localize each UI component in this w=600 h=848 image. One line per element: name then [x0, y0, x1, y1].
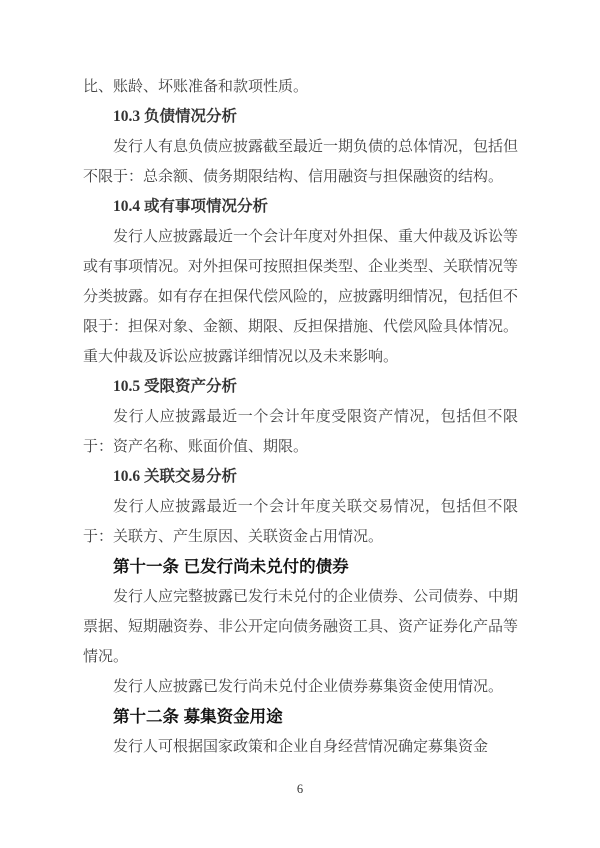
section-heading-10-6: 10.6 关联交易分析: [113, 468, 238, 485]
paragraph-liabilities: 发行人有息负债应披露截至最近一期负债的总体情况，包括但不限于：总余额、债务期限结构、信用融资与担保融资的结构。: [83, 139, 519, 185]
article-heading-12: 第十二条 募集资金用途: [113, 708, 283, 726]
page-content: [83, 72, 518, 762]
paragraph-fund-purpose: 发行人可根据国家政策和企业自身经营情况确定募集资金: [113, 739, 489, 755]
paragraph-restricted-assets: 发行人应披露最近一个会计年度受限资产情况，包括但不限于：资产名称、账面价值、期限。: [83, 409, 518, 455]
paragraph-outstanding-bonds: 发行人应完整披露已发行未兑付的企业债券、公司债券、中期票据、短期融资券、非公开定向债务融资工具、资产证券化产品等情况。: [83, 589, 519, 665]
section-heading-10-3: 10.3 负债情况分析: [113, 108, 238, 125]
paragraph-raised-funds-usage: 发行人应披露已发行尚未兑付企业债券募集资金使用情况。: [113, 679, 504, 695]
article-heading-11: 第十一条 已发行尚未兑付的债券: [113, 558, 349, 576]
paragraph-continued: 比、账龄、坏账准备和款项性质。: [83, 79, 309, 95]
paragraph-related-transactions: 发行人应披露最近一个会计年度关联交易情况，包括但不限于：关联方、产生原因、关联资金占用情况。: [83, 499, 518, 545]
page-number: 6: [296, 782, 304, 796]
paragraph-contingencies: 发行人应披露最近一个会计年度对外担保、重大仲裁及诉讼等或有事项情况。对外担保可按照担保类型、企业类型、关联情况等分类披露。如有存在担保代偿风险的，应披露明细情况，包括但不限于：担保对象、金额、期限、反担保措施、代偿风险具体情况。重大仲裁及诉讼应披露详细情况以及未来影响。: [83, 229, 519, 365]
section-heading-10-4: 10.4 或有事项情况分析: [113, 198, 269, 215]
section-heading-10-5: 10.5 受限资产分析: [113, 378, 238, 395]
